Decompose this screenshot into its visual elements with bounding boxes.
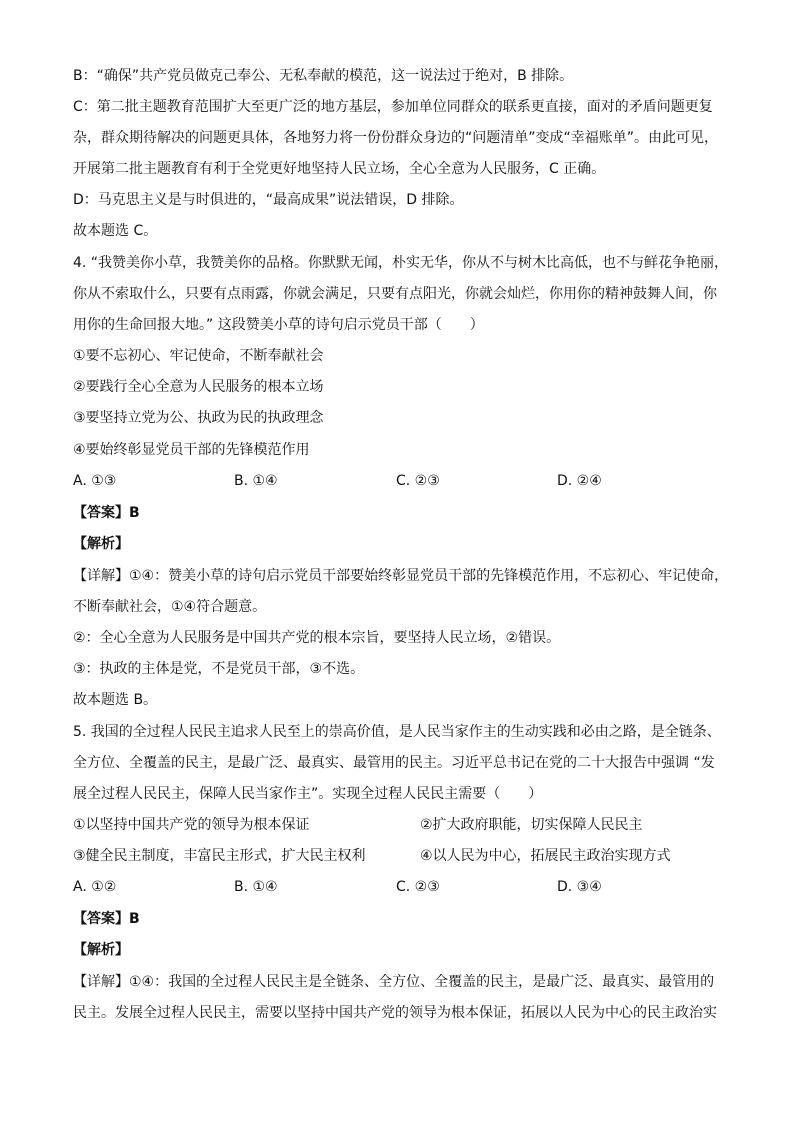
q4-detail-line-1: 【详解】①④：赞美小草的诗句启示党员干部要始终彰显党员干部的先锋模范作用，不忘初心、牢记使命， <box>73 568 729 584</box>
q5-detail-line-2: 民主。发展全过程人民民主，需要以坚持中国共产党的领导为根本保证，拓展以人民为中心的民主政治实 <box>73 1005 717 1021</box>
q5-item-4: ④以人民为中心，拓展民主政治实现方式 <box>420 848 671 864</box>
q5-option-d: D. ③④ <box>557 879 602 895</box>
q4-item-2: ②要践行全心全意为人民服务的根本立场 <box>73 379 324 395</box>
q4-option-b: B. ①④ <box>234 473 278 489</box>
analysis-option-c-line-2: 杂，群众期待解决的问题更具体，各地努力将一份份群众身边的“问题清单”变成“幸福账单”。由此可见， <box>73 130 719 146</box>
previous-conclusion: 故本题选 C。 <box>73 223 158 239</box>
q5-analysis-label: 【解析】 <box>73 942 129 958</box>
q4-item-4: ④要始终彰显党员干部的先锋模范作用 <box>73 442 310 458</box>
analysis-option-c-line-1: C：第二批主题教育范围扩大至更广泛的地方基层，参加单位同群众的联系更直接，面对的矛盾问题更复 <box>73 99 713 115</box>
q4-detail-line-2: 不断奉献社会，①④符合题意。 <box>73 599 267 615</box>
q4-option-c: C. ②③ <box>396 473 440 489</box>
q4-analysis-label: 【解析】 <box>73 536 129 552</box>
q4-item-1: ①要不忘初心、牢记使命，不断奉献社会 <box>73 348 324 364</box>
q4-conclusion: 故本题选 B。 <box>73 692 158 708</box>
q5-detail-line-1: 【详解】①④：我国的全过程人民民主是全链条、全方位、全覆盖的民主，是最广泛、最真实、最管用的 <box>73 974 715 990</box>
q5-answer: 【答案】B <box>73 911 140 927</box>
q4-detail-line-3: ②：全心全意为人民服务是中国共产党的根本宗旨，要坚持人民立场，②错误。 <box>73 630 561 646</box>
analysis-option-c-line-3: 开展第二批主题教育有利于全党更好地坚持人民立场，全心全意为人民服务，C 正确。 <box>73 161 606 177</box>
analysis-option-b: B：“确保”共产党员做克己奉公、无私奉献的模范，这一说法过于绝对，B 排除。 <box>73 68 574 84</box>
q5-option-b: B. ①④ <box>234 879 278 895</box>
q4-stem-line-3: 用你的生命回报大地。” 这段赞美小草的诗句启示党员干部（ ） <box>73 317 484 333</box>
q4-option-d: D. ②④ <box>557 473 602 489</box>
q5-option-c: C. ②③ <box>396 879 440 895</box>
q5-stem-line-1: 5. 我国的全过程人民民主追求人民至上的崇高价值，是人民当家作主的生动实践和必由之路，是全链条、 <box>73 724 721 740</box>
q5-stem-line-2: 全方位、全覆盖的民主，是最广泛、最真实、最管用的民主。习近平总书记在党的二十大报告中强调 “发 <box>73 755 715 771</box>
q5-stem-line-3: 展全过程人民民主，保障人民当家作主”。实现全过程人民民主需要（ ） <box>73 786 543 802</box>
q5-item-2: ②扩大政府职能，切实保障人民民主 <box>420 817 643 833</box>
analysis-option-d: D：马克思主义是与时俱进的，“最高成果”说法错误，D 排除。 <box>73 192 464 208</box>
q5-item-3: ③健全民主制度，丰富民主形式，扩大民主权利 <box>73 848 366 864</box>
q4-stem-line-1: 4. “我赞美你小草，我赞美你的品格。你默默无闻，朴实无华，你从不与树木比高低，也不与鲜花争艳丽， <box>73 255 729 271</box>
q4-option-a: A. ①③ <box>73 473 117 489</box>
q4-stem-line-2: 你从不索取什么，只要有点雨露，你就会满足，只要有点阳光，你就会灿烂，你用你的精神鼓舞人间，你 <box>73 286 717 302</box>
q4-detail-line-4: ③：执政的主体是党，不是党员干部，③不选。 <box>73 661 365 677</box>
q4-answer: 【答案】B <box>73 505 140 521</box>
q4-item-3: ③要坚持立党为公、执政为民的执政理念 <box>73 410 324 426</box>
q5-option-a: A. ①② <box>73 879 117 895</box>
q5-item-1: ①以坚持中国共产党的领导为根本保证 <box>73 817 310 833</box>
